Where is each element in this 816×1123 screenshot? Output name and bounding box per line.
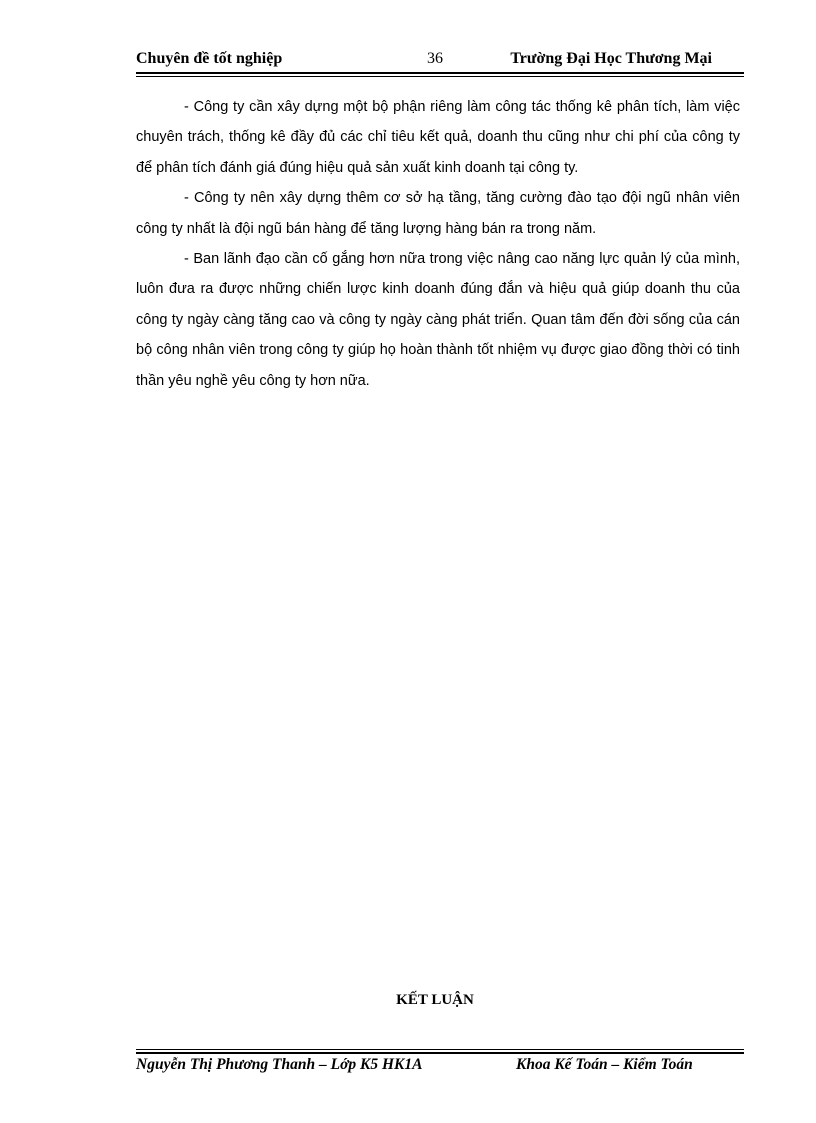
- paragraph-1: - Công ty cần xây dựng một bộ phận riêng làm công tác thống kê phân tích, làm việc chuyên trách, thống kê đầy đủ các chỉ tiêu kết quả, doanh thu cũng như chi phí của công ty để phân tích đánh giá đúng hiệu quả sản xuất kinh doanh tại công ty.: [136, 99, 740, 176]
- header-title: Chuyên đề tốt nghiệp: [136, 50, 283, 67]
- body-text: [136, 92, 740, 396]
- footer-department: Khoa Kế Toán – Kiểm Toán: [516, 1056, 693, 1073]
- page-header: [136, 48, 744, 72]
- paragraph-3: - Ban lãnh đạo cần cố gắng hơn nữa trong việc nâng cao năng lực quản lý của mình, luôn đưa ra được những chiến lược kinh doanh đúng đắn và hiệu quả giúp doanh thu của công ty ngày càng tăng cao và công ty ngày càng phát triển. Quan tâm đến đời sống của cán bộ công nhân viên trong công ty giúp họ hoàn thành tốt nhiệm vụ được giao đồng thời có tinh thần yêu nghề yêu công ty hơn nữa.: [136, 251, 740, 389]
- conclusion-heading: KẾT LUẬN: [396, 992, 474, 1008]
- header-rule-thin: [136, 76, 744, 77]
- footer-rule-thick: [136, 1052, 744, 1054]
- footer-rule-thin: [136, 1049, 744, 1050]
- header-rule-thick: [136, 72, 744, 74]
- header-school: Trường Đại Học Thương Mại: [510, 50, 712, 67]
- paragraph-2: - Công ty nên xây dựng thêm cơ sở hạ tầng, tăng cường đào tạo đội ngũ nhân viên công ty nhất là đội ngũ bán hàng để tăng lượng hàng bán ra trong năm.: [136, 190, 740, 237]
- page-footer: [136, 1056, 744, 1080]
- page-number: 36: [427, 50, 443, 67]
- footer-author: Nguyễn Thị Phương Thanh – Lớp K5 HK1A: [136, 1056, 423, 1073]
